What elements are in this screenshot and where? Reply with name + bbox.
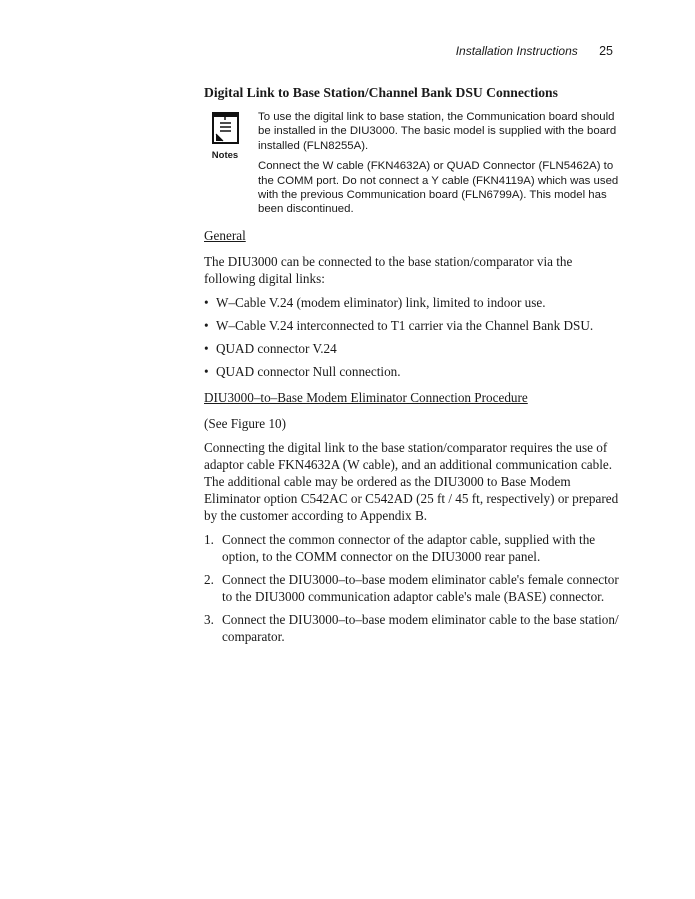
page-header	[456, 44, 613, 58]
note-paragraph-1: To use the digital link to base station, the Communication board should be installed in the DIU3000. The basic model is supplied with the board installed (FLN8255A).	[258, 111, 617, 152]
bullet-dot: •	[204, 340, 209, 356]
note-paragraph-2: Connect the W cable (FKN4632A) or QUAD Connector (FLN5462A) to the COMM port. Do not connect a Y cable (FKN4119A) which was used with the previous Communication board (FLN6799A). This model has been discontinued.	[258, 160, 619, 216]
digital-links-list	[204, 294, 620, 380]
notepad-icon	[212, 112, 239, 144]
list-item	[204, 317, 620, 334]
notes-block	[204, 110, 620, 217]
step-number: 1.	[204, 531, 214, 547]
page-number: 25	[599, 44, 613, 58]
step-item	[204, 611, 620, 645]
step-text: Connect the DIU3000–to–base modem eliminator cable's female connector to the DIU3000 communication adaptor cable's male (BASE) connector.	[222, 571, 619, 604]
general-intro: The DIU3000 can be connected to the base station/comparator via the following digital links:	[204, 253, 573, 286]
list-item-text: QUAD connector V.24	[216, 340, 337, 356]
notes-icon-group	[205, 112, 245, 164]
bullet-dot: •	[204, 317, 209, 333]
page-content	[204, 84, 620, 651]
general-heading: General	[204, 227, 246, 243]
procedure-steps	[204, 531, 620, 645]
list-item-text: W–Cable V.24 (modem eliminator) link, limited to indoor use.	[216, 294, 546, 310]
step-text: Connect the DIU3000–to–base modem eliminator cable to the base station/ comparator.	[222, 611, 619, 644]
see-figure-note: (See Figure 10)	[204, 415, 287, 431]
running-header-title: Installation Instructions	[455, 44, 578, 58]
notes-label: Notes	[211, 150, 239, 161]
step-text: Connect the common connector of the adaptor cable, supplied with the option, to the COMM connector on the DIU3000 rear panel.	[222, 531, 596, 564]
list-item-text: W–Cable V.24 interconnected to T1 carrier via the Channel Bank DSU.	[216, 317, 594, 333]
bullet-dot: •	[204, 363, 209, 379]
step-item	[204, 531, 620, 565]
list-item	[204, 294, 620, 311]
section-title: Digital Link to Base Station/Channel Bank DSU Connections	[204, 85, 558, 100]
list-item-text: QUAD connector Null connection.	[216, 363, 401, 379]
procedure-intro: Connecting the digital link to the base station/comparator requires the use of adaptor cable FKN4632A (W cable), and an additional communication cable. The additional cable may be ordered as the DIU3000 to Base Modem Eliminator option C542AC or C542AD (25 ft / 45 ft, respectively) or prepared by the customer according to Appendix B.	[204, 439, 619, 523]
list-item	[204, 340, 620, 357]
step-item	[204, 571, 620, 605]
step-number: 2.	[204, 571, 214, 587]
procedure-heading: DIU3000–to–Base Modem Eliminator Connection Procedure	[204, 389, 528, 405]
step-number: 3.	[204, 611, 214, 627]
list-item	[204, 363, 620, 380]
bullet-dot: •	[204, 294, 209, 310]
